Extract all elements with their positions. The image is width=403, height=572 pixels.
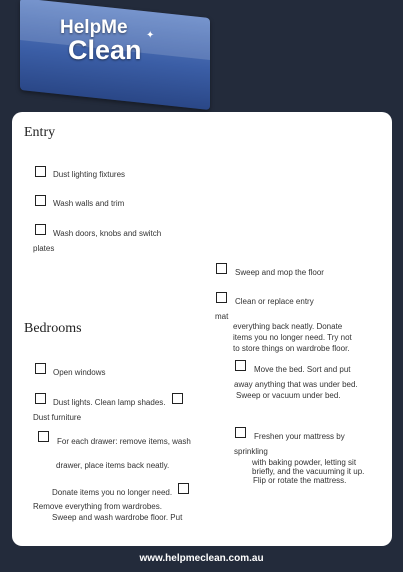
section-heading-entry: Entry bbox=[24, 125, 56, 140]
header-banner bbox=[0, 0, 403, 112]
checkbox-dust-lighting[interactable] bbox=[35, 166, 46, 177]
checkbox-wash-doors[interactable] bbox=[35, 224, 46, 235]
item-move-bed: Move the bed. Sort and put bbox=[254, 365, 351, 374]
checkbox-dust-lights[interactable] bbox=[35, 393, 46, 404]
item-wardrobe-line3: to store things on wardrobe floor. bbox=[233, 344, 350, 353]
item-wash-doors: Wash doors, knobs and switch bbox=[53, 229, 162, 238]
item-clean-mat-cont: mat bbox=[215, 312, 229, 321]
item-flip-mattress: Flip or rotate the mattress. bbox=[253, 476, 347, 485]
item-freshen-cont: sprinkling bbox=[234, 447, 268, 456]
logo-line-clean: Clean bbox=[68, 35, 142, 65]
item-donate: Donate items you no longer need. bbox=[52, 488, 173, 497]
checkbox-move-bed[interactable] bbox=[235, 360, 246, 371]
item-wardrobe-line2: items you no longer need. Try not bbox=[233, 333, 352, 342]
item-drawer-cont: drawer, place items back neatly. bbox=[56, 461, 170, 470]
item-wash-walls: Wash walls and trim bbox=[53, 199, 125, 208]
item-baking-powder: with baking powder, letting sit bbox=[252, 458, 357, 467]
item-dust-lights: Dust lights. Clean lamp shades. bbox=[53, 398, 166, 407]
checkbox-dust-furniture[interactable] bbox=[172, 393, 183, 404]
item-clean-mat: Clean or replace entry bbox=[235, 297, 314, 306]
item-dust-furniture: Dust furniture bbox=[33, 413, 82, 422]
item-open-windows: Open windows bbox=[53, 368, 106, 377]
item-drawer: For each drawer: remove items, wash bbox=[57, 437, 191, 446]
item-wardrobe-line1: everything back neatly. Donate bbox=[233, 322, 343, 331]
item-wash-doors-cont: plates bbox=[33, 244, 55, 253]
item-vacuuming: briefly, and the vacuuming it up. bbox=[252, 467, 365, 476]
item-sweep-vacuum: Sweep or vacuum under bed. bbox=[236, 391, 341, 400]
item-freshen-mattress: Freshen your mattress by bbox=[254, 432, 345, 441]
footer-url[interactable]: www.helpmeclean.com.au bbox=[139, 553, 264, 564]
item-sweep-wardrobe: Sweep and wash wardrobe floor. Put bbox=[52, 513, 183, 522]
checkbox-wardrobe[interactable] bbox=[178, 483, 189, 494]
checkbox-sweep-mop[interactable] bbox=[216, 263, 227, 274]
checkbox-clean-mat[interactable] bbox=[216, 292, 227, 303]
item-remove-wardrobes: Remove everything from wardrobes. bbox=[33, 502, 162, 511]
checkbox-open-windows[interactable] bbox=[35, 363, 46, 374]
item-dust-lighting: Dust lighting fixtures bbox=[53, 170, 126, 179]
item-sweep-mop: Sweep and mop the floor bbox=[235, 268, 324, 277]
item-move-bed-cont: away anything that was under bed. bbox=[234, 380, 358, 389]
checklist-card bbox=[12, 112, 392, 546]
helpme-clean-logo bbox=[58, 18, 142, 64]
checkbox-drawer[interactable] bbox=[38, 431, 49, 442]
section-heading-bedrooms: Bedrooms bbox=[24, 321, 82, 336]
checkbox-wash-walls[interactable] bbox=[35, 195, 46, 206]
sparkle-icon: ✦ bbox=[146, 30, 155, 41]
logo-line-helpme: HelpMe bbox=[60, 17, 128, 38]
checkbox-freshen-mattress[interactable] bbox=[235, 427, 246, 438]
